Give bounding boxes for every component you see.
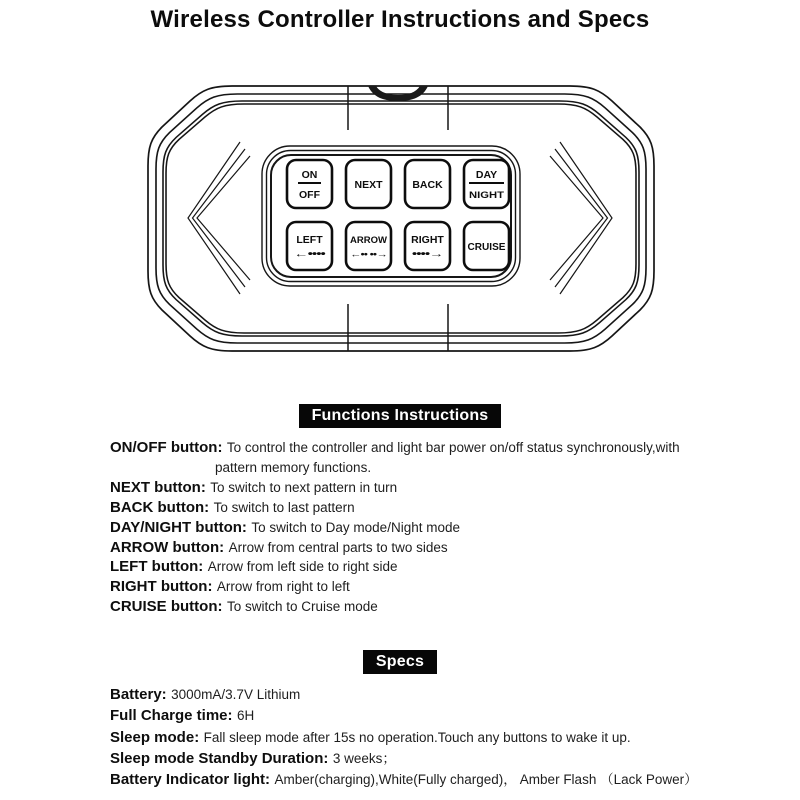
function-item-on-off-cont: [110, 458, 730, 478]
right-arrow-dots-glyph: ••••→: [412, 249, 443, 260]
button-left: [287, 222, 332, 270]
function-label: NEXT button:: [110, 478, 206, 496]
function-item-back: [110, 498, 730, 518]
button-next-label: NEXT: [354, 179, 383, 191]
chevron-right-detail: [550, 142, 612, 294]
page-title: Wireless Controller Instructions and Specs: [150, 6, 650, 33]
specs-heading-wrap: [0, 650, 800, 674]
left-arrow-dots-glyph: ←••••: [294, 249, 327, 260]
function-item-on-off: [110, 438, 730, 458]
button-on-off-top-label: ON: [301, 169, 318, 181]
function-text: To switch to Cruise mode: [226, 599, 378, 615]
spec-item-standby: [110, 748, 730, 769]
function-label: ON/OFF button:: [110, 439, 223, 456]
controller-svg: [140, 80, 660, 360]
spec-item-full-charge: [110, 705, 730, 726]
specs-heading: Specs: [363, 650, 437, 674]
function-label: CRUISE button:: [110, 598, 223, 616]
function-item-right: [110, 577, 730, 597]
function-text: To switch to last pattern: [213, 499, 355, 515]
spec-label: Sleep mode:: [110, 728, 200, 746]
spec-text: 3000mA/3.7V Lithium: [171, 687, 301, 702]
spec-item-indicator: [110, 769, 730, 790]
button-cruise-label: CRUISE: [467, 242, 506, 253]
spec-label: Sleep mode Standby Duration:: [110, 749, 329, 767]
spec-text: 6H: [236, 708, 255, 724]
function-label: RIGHT button:: [110, 578, 213, 596]
controller-diagram: [140, 80, 660, 360]
function-text: pattern memory functions.: [215, 459, 372, 475]
function-item-left: [110, 557, 730, 577]
function-text: Arrow from left side to right side: [207, 559, 398, 575]
button-on-off-bottom-label: OFF: [299, 189, 320, 201]
spec-label: Full Charge time:: [110, 707, 233, 725]
button-arrow: [346, 222, 391, 270]
spec-label: Battery Indicator light:: [110, 771, 271, 789]
function-label: ARROW button:: [110, 538, 225, 556]
function-text: To control the controller and light bar power on/off status synchronously,with: [226, 440, 680, 455]
function-item-cruise: [110, 597, 730, 617]
button-day-night-bottom-label: NIGHT: [469, 190, 505, 201]
button-right: [405, 222, 450, 270]
spec-item-sleep-mode: [110, 727, 730, 748]
functions-heading-wrap: [0, 404, 800, 428]
functions-heading: Functions Instructions: [299, 404, 502, 428]
spec-text: Fall sleep mode after 15s no operation.Touch any buttons to wake it up.: [203, 729, 631, 745]
spec-label: Battery:: [110, 686, 167, 703]
specs-list: [110, 684, 730, 790]
button-day-night-top-label: DAY: [475, 169, 498, 181]
button-back-label: BACK: [412, 179, 443, 191]
arrow-out-dots-glyph: ←•• ••→: [350, 249, 387, 259]
function-item-arrow: [110, 538, 730, 558]
function-text: To switch to Day mode/Night mode: [251, 519, 460, 535]
button-right-label: RIGHT: [411, 234, 444, 246]
spec-item-battery: [110, 684, 730, 705]
function-text: Arrow from right to left: [216, 579, 350, 595]
spec-text: Amber(charging),White(Fully charged)， Amber Flash （Lack Power）: [274, 772, 698, 788]
function-item-day-night: [110, 518, 730, 538]
function-text: Arrow from central parts to two sides: [228, 539, 448, 555]
function-label: DAY/NIGHT button:: [110, 518, 247, 536]
controller-housing: [148, 86, 654, 351]
function-item-next: [110, 478, 730, 498]
spec-text: 3 weeks；: [332, 750, 396, 766]
functions-list: [110, 438, 730, 617]
chevron-left-detail: [188, 142, 250, 294]
function-label: BACK button:: [110, 498, 210, 516]
function-text: To switch to next pattern in turn: [210, 479, 398, 495]
function-label: LEFT button:: [110, 558, 204, 576]
button-arrow-label: ARROW: [350, 235, 388, 246]
center-strip-lines: [348, 86, 448, 351]
button-left-label: LEFT: [296, 234, 323, 246]
